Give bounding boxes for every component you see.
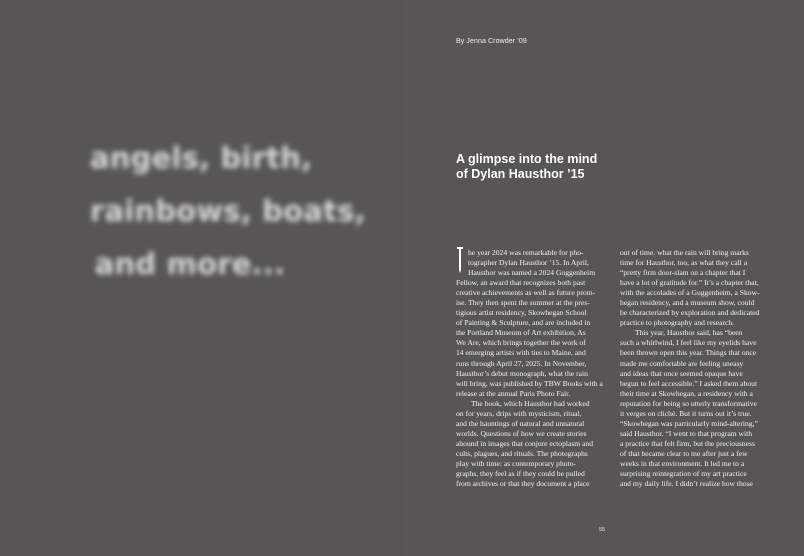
body-line: have a lot of gratitude for.” It’s a chapter that, [620,278,759,288]
pull-quote-line: and more... [94,247,286,281]
body-line: Fellow, an award that recognizes both past [456,278,586,288]
body-line: “pretty firm door-slam on a chapter that I [620,268,746,278]
body-line: of Painting & Sculpture, and are included in [456,318,591,328]
body-line: worlds. Questions of how we create stories [456,428,587,438]
body-line: made me comfortable are feeling uneasy [620,358,744,368]
body-column-2 [620,248,770,489]
body-line: play with time: as contemporary photo- [456,458,576,468]
pull-quote [90,132,366,291]
body-line: 14 emerging artists with ties to Maine, and [456,348,586,358]
body-line: This year, Hausthor said, has “been [635,328,743,338]
body-line: out of time. what the rain will bring marks [620,248,749,257]
body-line: begun to feel accessible.” I asked them about [620,378,758,388]
body-line: from archives or that they document a place [456,479,590,489]
body-line: graphs, they feel as if they could be pulled [456,469,585,479]
body-line: cults, plagues, and rituals. The photographs [456,448,588,458]
body-line: surprising reintegration of my art practice [620,469,747,479]
body-line: be characterized by exploration and dedicated [620,308,760,318]
body-line: and the hauntings of natural and unnatural [456,418,585,428]
body-line: Hausthor was named a 2024 Guggenheim [468,268,596,278]
body-line: it verges on cliché. But it turns out it’s true. [620,408,752,418]
body-line: runs through April 27, 2025. In November, [456,358,587,368]
body-line: hegan residency, and a museum show, could [620,298,755,308]
headline-line: A glimpse into the mind [456,152,598,166]
body-line: he year 2024 was remarkable for pho- [468,248,584,257]
body-line: on for years, drips with mysticism, ritual, [456,408,582,418]
body-line: release at the annual Paris Photo Fair. [456,388,571,398]
body-line: tigious artist residency, Skowhegan School [456,308,587,318]
body-line: and ideas that once seemed opaque have [620,368,743,378]
body-line: weeks in that environment. It led me to a [620,458,745,468]
body-line: We Are, which brings together the work of [456,338,586,348]
body-line: “Skowhegan was particularly mind-altering,” [620,418,758,428]
pull-quote-line: angels, birth, [90,141,313,175]
body-column-1 [456,248,606,489]
body-line: reputation for being so utterly transformative [620,398,757,408]
byline: By Jenna Crowder ’09 [456,38,527,45]
body-line: practice to photography and research. [620,318,735,328]
body-line: abound in images that conjure ectoplasm and [456,438,594,448]
body-line: said Hausthor. “I went to that program with [620,428,753,438]
body-line: a practice that felt firm, but the preciousness [620,438,755,448]
page-number: 55 [599,527,606,533]
body-line: with the accolades of a Guggenheim, a Skow- [620,288,760,298]
body-line: been thrown open this year. Things that once [620,348,757,358]
body-line: ise. They then spent the summer at the pres- [456,298,590,308]
body-line: The book, which Hausthor had worked [471,398,590,408]
body-line: Hausthor’s debut monograph, what the rain [456,368,588,378]
body-line: the Portland Museum of Art exhibition, As [456,328,586,338]
pull-quote-line: rainbows, boats, [90,194,366,228]
body-line: tographer Dylan Hausthor ’15. In April, [468,258,589,268]
body-line: will bring, was published by TBW Books with a [456,378,603,388]
body-line: their time at Skowhegan, a residency with a [620,388,753,398]
headline-line: of Dylan Hausthor ’15 [456,167,585,181]
body-line: of that became clear to me after just a few [620,448,748,458]
article-headline [456,152,656,182]
body-line: creative achievements as well as future prom- [456,288,596,298]
body-line: and my daily life. I didn’t realize how those [620,479,753,489]
body-line: such a whirlwind, I feel like my eyelids have [620,338,757,348]
body-line: time for Hausthor, too, as what they call a [620,258,748,268]
